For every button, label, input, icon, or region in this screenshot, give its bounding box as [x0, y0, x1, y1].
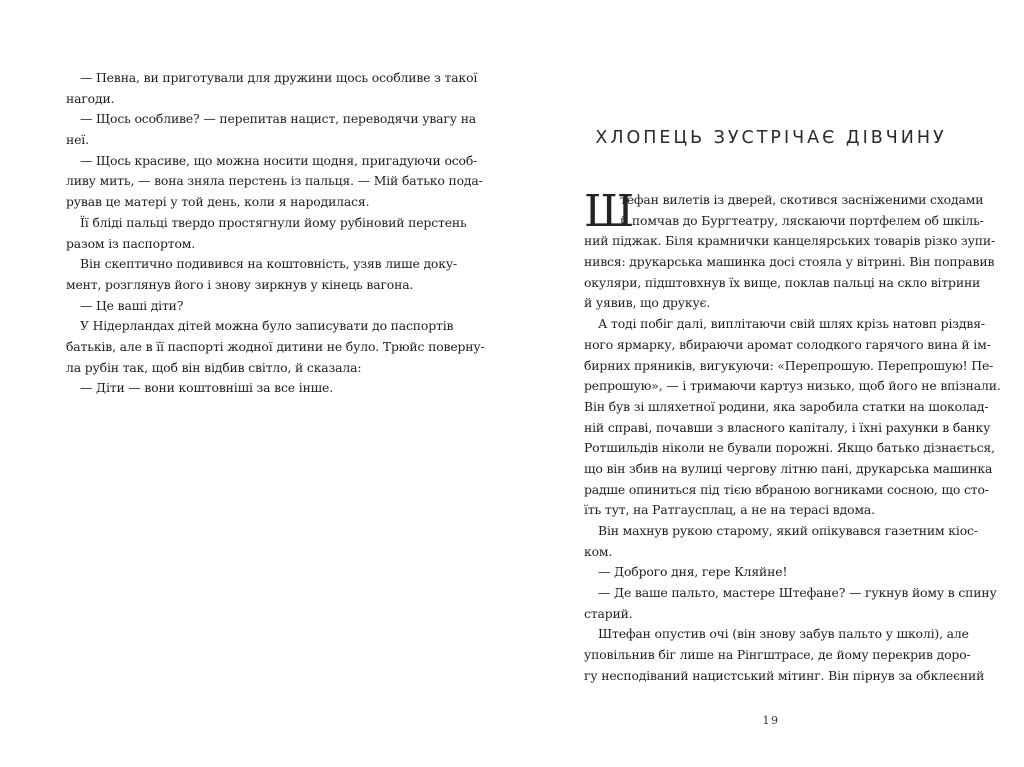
text-line: й помчав до Бургтеатру, ляскаючи портфелем об шкіль-	[620, 212, 984, 228]
text-line: ла рубін так, щоб він відбив світло, й сказала:	[66, 359, 362, 375]
text-line: Штефан опустив очі (він знову забув пальто у школі), але	[598, 626, 969, 642]
text-line: Він був зі шляхетної родини, яка заробила статки на шоколад-	[584, 398, 989, 414]
text-line: неї.	[66, 132, 89, 148]
right-page-text	[584, 186, 1001, 687]
text-line: ливу мить, — вона зняла перстень із пальця. — Мій батько пода-	[66, 173, 483, 189]
text-line: що він збив на вулиці чергову літню пані, друкарська машинка	[584, 460, 993, 476]
page-number: 19	[762, 714, 780, 727]
left-page-text	[66, 68, 485, 399]
text-line: ній справі, почавши з власного капіталу, і їхні рахунки в банку	[584, 419, 991, 435]
text-line: бирних пряників, вигукуючи: «Перепрошую. Перепрошую! Пе-	[584, 357, 994, 373]
text-line: — Доброго дня, гере Кляйне!	[598, 564, 788, 580]
text-line: А тоді побіг далі, виплітаючи свій шлях крізь натовп різдвя-	[598, 316, 985, 332]
text-line: уповільнив біг лише на Рінгштрасе, де йому перекрив доро-	[584, 647, 971, 663]
text-line: Ротшильдів ніколи не бували порожні. Якщо батько дізнається,	[584, 440, 995, 456]
text-line: У Нідерландах дітей можна було записувати до паспортів	[80, 318, 454, 334]
text-line: ний піджак. Біля крамнички канцелярських товарів різко зупи-	[584, 233, 995, 249]
text-line: — Щось особливе? — перепитав нацист, переводячи увагу на	[80, 111, 477, 127]
text-line: батьків, але в її паспорті жодної дитини не було. Трюйс поверну-	[66, 338, 485, 354]
chapter-title: ХЛОПЕЦЬ ЗУСТРІЧАЄ ДІВЧИНУ	[595, 128, 947, 148]
text-line: репрошую», — і тримаючи картуз низько, щоб його не впізнали.	[584, 378, 1001, 394]
text-line: окуляри, підштовхнув їх вище, поклав пальці на скло вітрини	[584, 274, 981, 290]
text-line: радше опиниться під тією вбраною вогниками сосною, що сто-	[584, 481, 989, 497]
text-line: гу несподіваний нацистський мітинг. Він пірнув за обклеєний	[584, 667, 985, 683]
text-line: рував це матері у той день, коли я народилася.	[66, 194, 370, 210]
text-line: Її бліді пальці твердо простягнули йому рубіновий перстень	[80, 214, 467, 230]
text-line: нився: друкарська машинка досі стояла у вітрині. Він поправив	[584, 254, 995, 270]
text-line: старий.	[584, 605, 633, 621]
text-line: — Діти — вони коштовніші за все інше.	[80, 380, 334, 396]
text-line: й уявив, що друкує.	[584, 295, 711, 311]
text-line: разом із паспортом.	[66, 235, 196, 251]
text-line: нагоди.	[66, 90, 115, 106]
drop-cap: Ш	[584, 186, 635, 237]
text-line: — Де ваше пальто, мастере Штефане? — гукнув йому в спину	[598, 585, 997, 601]
text-line: мент, розглянув його і знову зиркнув у кінець вагона.	[66, 276, 414, 292]
text-line: Він махнув рукою старому, який опікувався газетним кіос-	[598, 523, 978, 538]
text-line: — Певна, ви приготували для дружини щось особливе з такої	[80, 70, 478, 85]
text-line: тефан вилетів із дверей, скотився засніженими сходами	[620, 192, 984, 207]
text-line: — Щось красиве, що можна носити щодня, пригадуючи особ-	[80, 152, 478, 168]
text-line: їть тут, на Ратгаусплац, а не на терасі вдома.	[584, 502, 875, 518]
text-line: — Це ваші діти?	[80, 297, 184, 313]
text-line: ком.	[584, 543, 613, 559]
right-page	[512, 0, 1024, 767]
text-line: Він скептично подивився на коштовність, узяв лише доку-	[80, 256, 458, 272]
text-line: ного ярмарку, вбираючи аромат солодкого гарячого вина й ім-	[584, 336, 991, 352]
